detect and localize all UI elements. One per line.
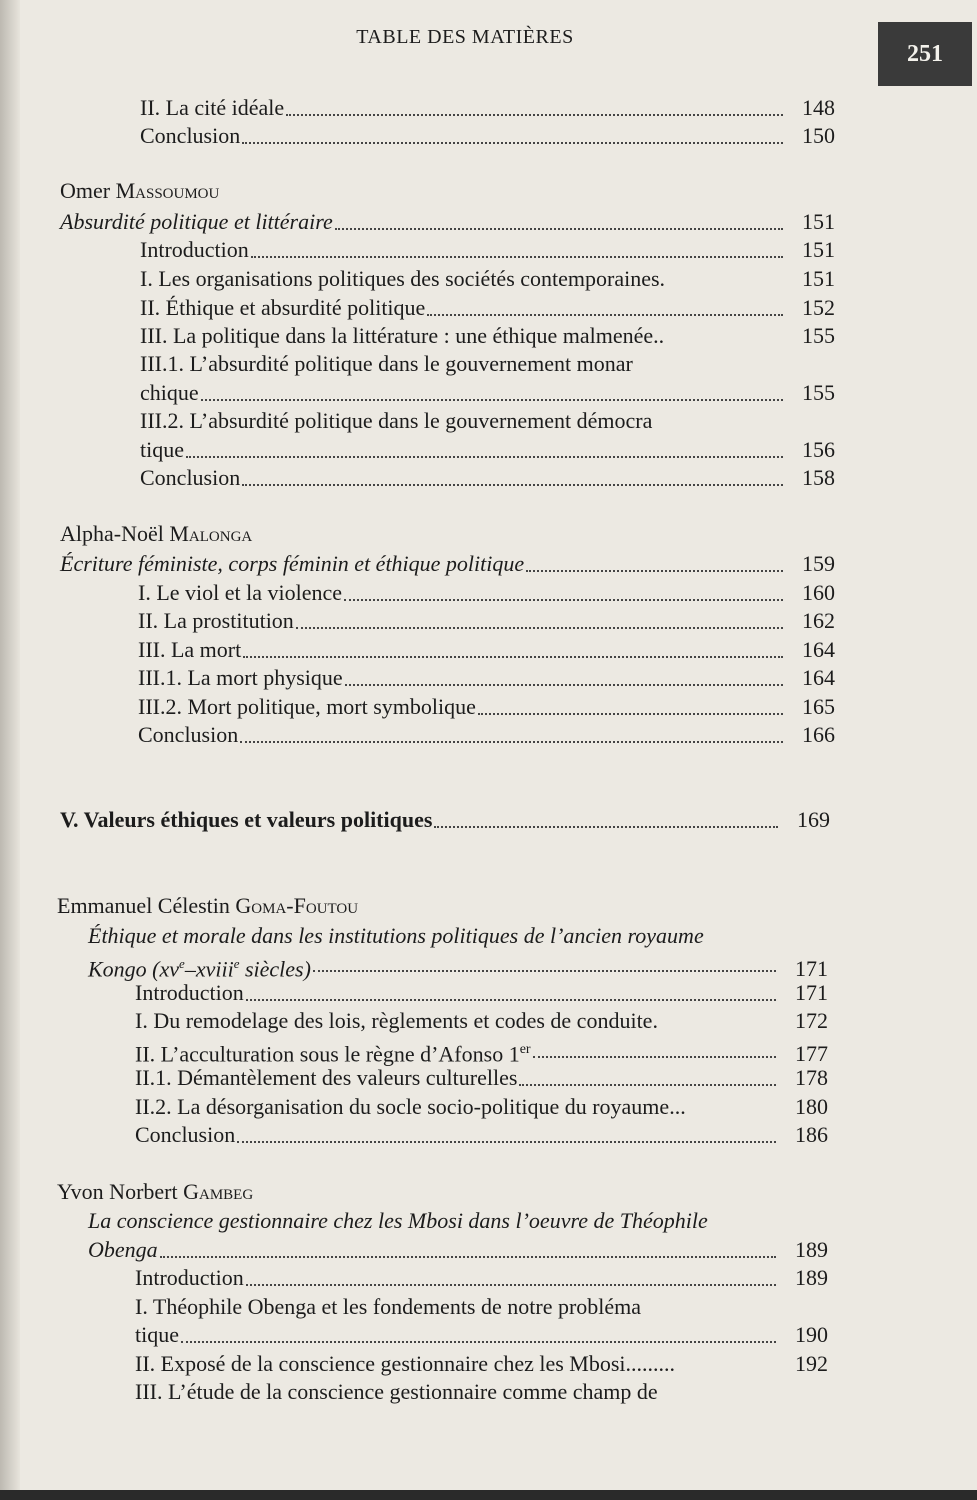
toc-entry-title: Absurdité politique et littéraire	[60, 209, 333, 234]
toc-entry-title: II. L’acculturation sous le règne d’Afonso 1er	[135, 1041, 531, 1067]
toc-entry-page: 178	[795, 1065, 828, 1090]
toc-entry	[138, 664, 835, 692]
toc-entry-line	[135, 1378, 658, 1406]
dot-leader	[526, 570, 783, 572]
author-last-name: Malonga	[169, 521, 253, 546]
dot-leader	[533, 1056, 776, 1058]
toc-chapter-title-line	[88, 1207, 708, 1235]
toc-entry	[135, 979, 828, 1007]
toc-entry-title: V. Valeurs éthiques et valeurs politiques	[60, 807, 433, 832]
toc-entry-page: 151	[802, 209, 835, 234]
toc-entry-page: 151	[802, 237, 835, 262]
dot-leader	[237, 1141, 776, 1143]
dot-leader	[335, 228, 783, 230]
toc-entry-page: 148	[802, 95, 835, 120]
toc-entry	[135, 1036, 828, 1067]
running-title: TABLE DES MATIÈRES	[356, 26, 574, 48]
toc-entry-page: 177	[795, 1041, 828, 1067]
page-number: 251	[907, 40, 943, 67]
toc-section-heading	[60, 806, 830, 834]
author-first-name: Yvon Norbert	[57, 1179, 184, 1204]
toc-entry-page: 158	[802, 465, 835, 490]
author-last-name: Goma-Foutou	[235, 893, 359, 918]
toc-entry	[140, 265, 835, 293]
dot-leader	[243, 656, 783, 658]
author-name	[60, 520, 252, 548]
toc-entry	[140, 236, 835, 264]
author-last-name: Gambeg	[183, 1179, 254, 1204]
toc-entry	[138, 693, 835, 721]
toc-entry-title: Écriture féministe, corps féminin et éthique politique	[60, 551, 525, 576]
toc-chapter-title	[88, 1236, 828, 1264]
toc-entry-title: III.1. La mort physique	[138, 665, 343, 690]
toc-entry	[135, 1350, 828, 1378]
toc-entry-title: III.2. L’absurdité politique dans le gouvernement démocra	[140, 408, 653, 433]
toc-entry	[140, 94, 835, 122]
toc-entry-title: Obenga	[88, 1237, 158, 1262]
toc-entry	[135, 1264, 828, 1292]
toc-entry-page: 160	[802, 580, 835, 605]
dot-leader	[313, 970, 776, 972]
toc-entry-title: II. Exposé de la conscience gestionnaire chez les Mbosi.........	[135, 1351, 676, 1376]
dot-leader	[478, 713, 783, 715]
dot-leader	[251, 256, 783, 258]
toc-entry	[140, 464, 835, 492]
dot-leader	[434, 826, 778, 828]
toc-entry-page: 190	[795, 1322, 828, 1347]
toc-entry-title: III.1. L’absurdité politique dans le gouvernement monar	[140, 351, 633, 376]
dot-leader	[160, 1256, 776, 1258]
author-first-name: Omer	[60, 178, 116, 203]
dot-leader	[296, 627, 783, 629]
toc-entry-title: III. La politique dans la littérature : une éthique malmenée..	[140, 323, 665, 348]
toc-entry-page: 164	[802, 665, 835, 690]
toc-entry-title: I. Du remodelage des lois, règlements et codes de conduite.	[135, 1008, 658, 1033]
toc-entry-page: 189	[795, 1265, 828, 1290]
author-last-name: Massoumou	[115, 178, 220, 203]
toc-entry	[135, 1093, 828, 1121]
toc-entry-title: chique	[140, 380, 199, 405]
dot-leader	[427, 314, 783, 316]
toc-entry-page: 189	[795, 1237, 828, 1262]
dot-leader	[286, 114, 783, 116]
dot-leader	[186, 456, 783, 458]
author-name	[57, 1178, 253, 1206]
toc-entry-title: III. L’étude de la conscience gestionnaire comme champ de	[135, 1379, 658, 1404]
toc-entry-title: II.1. Démantèlement des valeurs culturelles	[135, 1065, 518, 1090]
toc-entry	[138, 607, 835, 635]
toc-entry-page: 162	[802, 608, 835, 633]
toc-entry-page: 171	[795, 980, 828, 1005]
toc-entry-title: Kongo ($xv^e-xviii^e$ siècles)	[88, 956, 311, 982]
dot-leader	[242, 484, 783, 486]
toc-entry	[135, 1064, 828, 1092]
toc-entry-title: III.2. Mort politique, mort symbolique	[138, 694, 476, 719]
author-name	[57, 892, 358, 920]
toc-entry	[135, 1007, 828, 1035]
toc-entry-title: Conclusion	[138, 722, 239, 747]
toc-chapter-title-line	[88, 922, 704, 950]
toc-entry-page: 164	[802, 637, 835, 662]
toc-entry-title: Conclusion	[140, 465, 241, 490]
toc-entry-page: 152	[802, 295, 835, 320]
dot-leader	[246, 1284, 776, 1286]
toc-entry-page: 172	[795, 1008, 828, 1033]
toc-entry-page: 180	[795, 1094, 828, 1119]
toc-entry	[138, 579, 835, 607]
toc-entry-page: 156	[802, 437, 835, 462]
toc-entry-page: 166	[802, 722, 835, 747]
toc-entry-page: 151	[802, 266, 835, 291]
toc-entry-title: La conscience gestionnaire chez les Mbosi dans l’oeuvre de Théophile	[88, 1208, 708, 1233]
toc-entry-title: Conclusion	[135, 1122, 236, 1147]
toc-entry-title: Introduction	[135, 980, 244, 1005]
toc-entry	[140, 379, 835, 407]
dot-leader	[519, 1084, 776, 1086]
toc-entry	[140, 322, 835, 350]
dot-leader	[240, 741, 783, 743]
toc-entry-title: II. La prostitution	[138, 608, 294, 633]
toc-entry-page: 192	[795, 1351, 828, 1376]
toc-entry-page: 169	[797, 807, 830, 832]
toc-entry	[135, 1121, 828, 1149]
author-first-name: Emmanuel Célestin	[57, 893, 236, 918]
toc-entry-title: Éthique et morale dans les institutions politiques de l’ancien royaume	[88, 923, 704, 948]
toc-entry	[140, 294, 835, 322]
toc-entry-line	[140, 350, 633, 378]
author-name	[60, 177, 219, 205]
toc-entry-page: 159	[802, 551, 835, 576]
toc-entry	[138, 636, 835, 664]
toc-entry-title: II.2. La désorganisation du socle socio-politique du royaume...	[135, 1094, 686, 1119]
toc-chapter-title	[60, 208, 835, 236]
toc-entry-title: Conclusion	[140, 123, 241, 148]
toc-entry-line	[140, 407, 652, 435]
toc-entry-title: II. Éthique et absurdité politique	[140, 295, 426, 320]
toc-entry-title: II. La cité idéale	[140, 95, 285, 120]
toc-entry	[138, 721, 835, 749]
dot-leader	[246, 999, 776, 1001]
dot-leader	[201, 399, 783, 401]
author-first-name: Alpha-Noël	[60, 521, 170, 546]
toc-entry-page: 155	[802, 323, 835, 348]
toc-entry-title: I. Les organisations politiques des sociétés contemporaines.	[140, 266, 666, 291]
toc-entry-page: 165	[802, 694, 835, 719]
toc-entry-title: III. La mort	[138, 637, 242, 662]
toc-entry	[140, 122, 835, 150]
dot-leader	[181, 1341, 776, 1343]
toc-entry-line	[135, 1293, 641, 1321]
dot-leader	[344, 599, 783, 601]
toc-entry-title: I. Théophile Obenga et les fondements de notre probléma	[135, 1294, 642, 1319]
toc-entry-title: Introduction	[135, 1265, 244, 1290]
toc-chapter-title	[88, 950, 828, 982]
toc-entry-title: tique	[135, 1322, 179, 1347]
toc-entry-page: 171	[795, 956, 828, 982]
dot-leader	[242, 142, 783, 144]
toc-chapter-title	[60, 550, 835, 578]
toc-entry-page: 150	[802, 123, 835, 148]
toc-entry	[135, 1321, 828, 1349]
toc-entry-title: Introduction	[140, 237, 249, 262]
toc-entry-page: 186	[795, 1122, 828, 1147]
dot-leader	[345, 684, 783, 686]
toc-entry-title: I. Le viol et la violence	[138, 580, 343, 605]
toc-entry-title: tique	[140, 437, 184, 462]
toc-entry-page: 155	[802, 380, 835, 405]
toc-entry	[140, 436, 835, 464]
